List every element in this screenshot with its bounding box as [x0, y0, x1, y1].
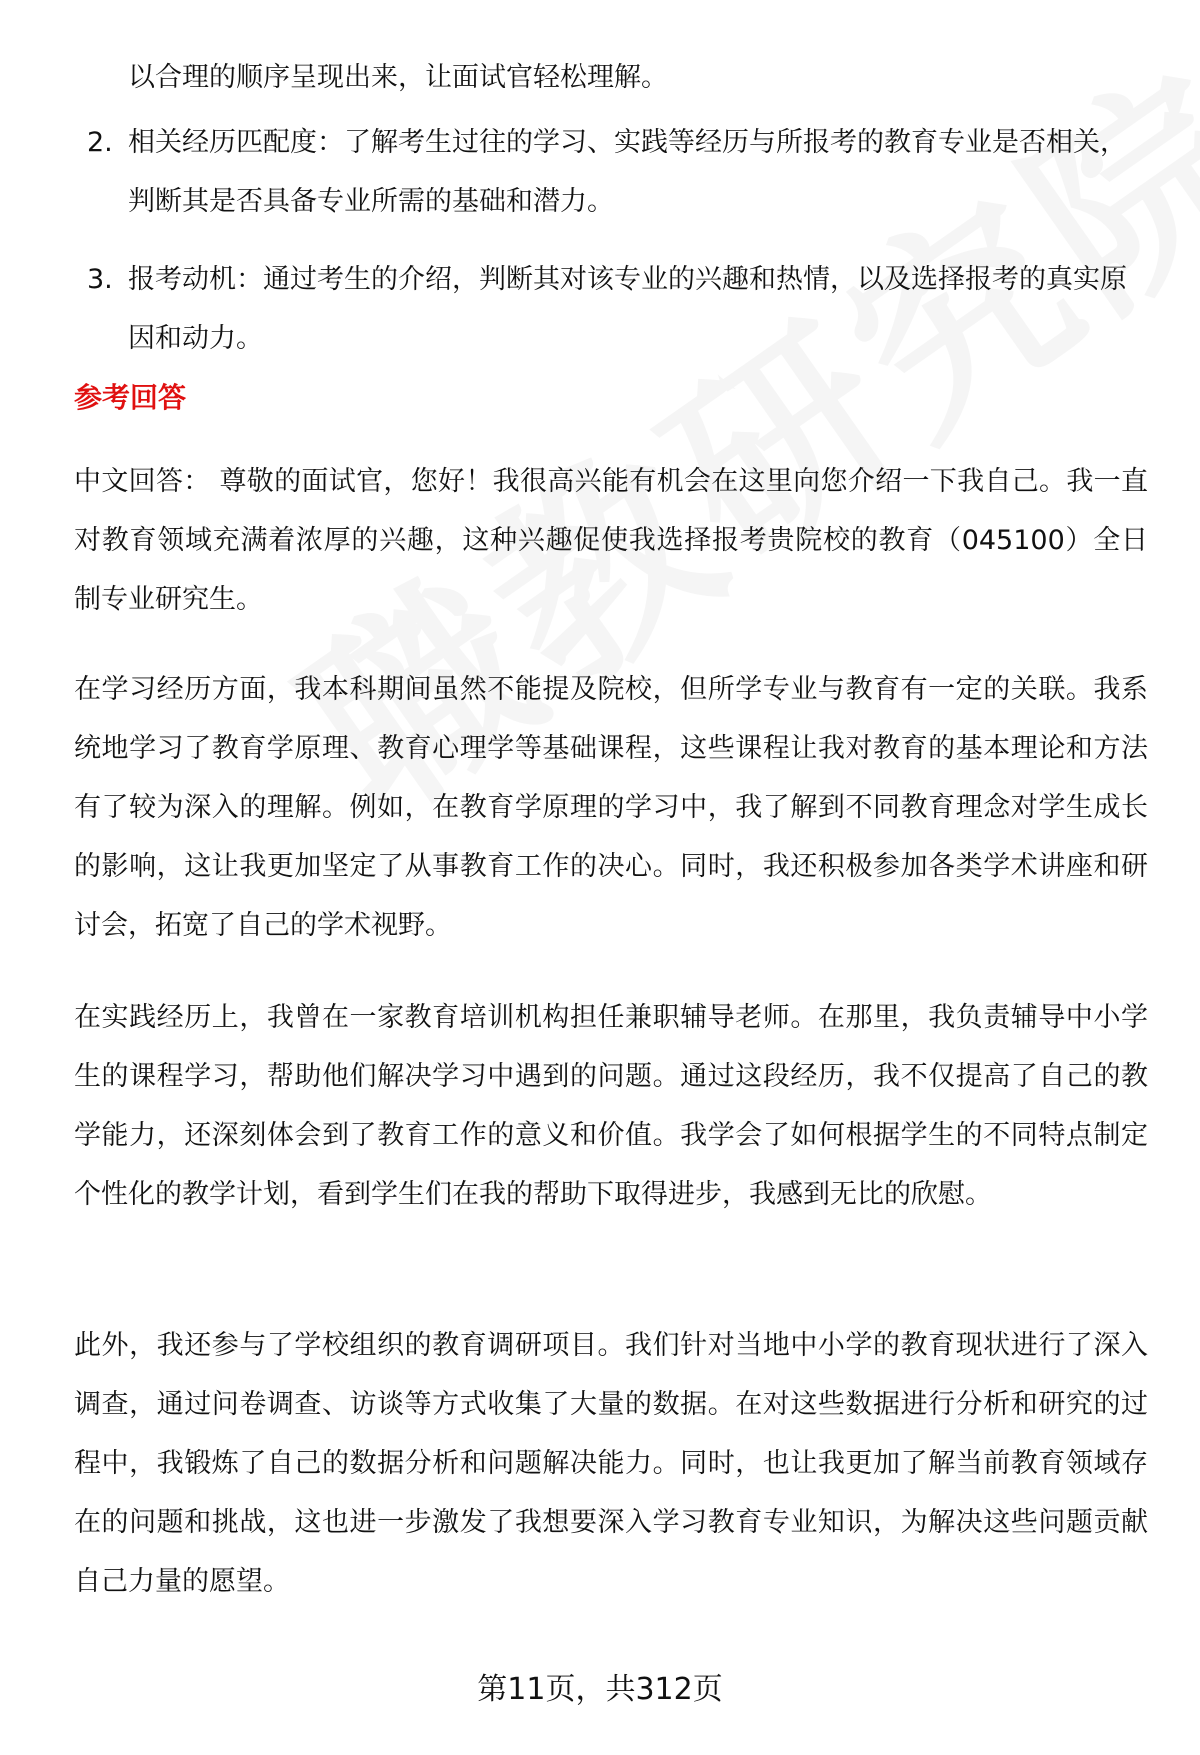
- list-item-number: 3.: [87, 264, 113, 295]
- list-item: [0, 250, 1144, 368]
- list-item-text: 报考动机：通过考生的介绍，判断其对该专业的兴趣和热情，以及选择报考的真实原因和动力。: [128, 264, 1127, 354]
- answer-paragraph-research: 此外，我还参与了学校组织的教育调研项目。我们针对当地中小学的教育现状进行了深入调查，通过问卷调查、访谈等方式收集了大量的数据。在对这些数据进行分析和研究的过程中，我锻炼了自己的数据分析和问题解决能力。同时，也让我更加了解当前教育领域存在的问题和挑战，这也进一步激发了我想要深入学习教育专业知识，为解决这些问题贡献自己力量的愿望。: [74, 1330, 1148, 1597]
- answer-paragraph-study: 在学习经历方面，我本科期间虽然不能提及院校，但所学专业与教育有一定的关联。我系统地学习了教育学原理、教育心理学等基础课程，这些课程让我对教育的基本理论和方法有了较为深入的理解。例如，在教育学原理的学习中，我了解到不同教育理念对学生成长的影响，这让我更加坚定了从事教育工作的决心。同时，我还积极参加各类学术讲座和研讨会，拓宽了自己的学术视野。: [74, 674, 1148, 941]
- list-item-number: 2.: [87, 127, 113, 158]
- criteria-list: [0, 113, 1200, 387]
- list-item: [0, 113, 1144, 231]
- answer-paragraph-practice: 在实践经历上，我曾在一家教育培训机构担任兼职辅导老师。在那里，我负责辅导中小学生的课程学习，帮助他们解决学习中遇到的问题。通过这段经历，我不仅提高了自己的教学能力，还深刻体会到了教育工作的意义和价值。我学会了如何根据学生的不同特点制定个性化的教学计划，看到学生们在我的帮助下取得进步，我感到无比的欣慰。: [74, 1002, 1148, 1210]
- continuation-line: 以合理的顺序呈现出来，让面试官轻松理解。: [128, 62, 668, 93]
- page-number-footer: 第11页，共312页: [477, 1672, 723, 1707]
- reference-answer-heading: 参考回答: [74, 381, 187, 414]
- list-item-text: 相关经历匹配度：了解考生过往的学习、实践等经历与所报考的教育专业是否相关，判断其是否具备专业所需的基础和潜力。: [128, 127, 1127, 217]
- answer-paragraph-intro: 中文回答： 尊敬的面试官，您好！我很高兴能有机会在这里向您介绍一下我自己。我一直对教育领域充满着浓厚的兴趣，这种兴趣促使我选择报考贵院校的教育（045100）全日制专业研究生。: [74, 466, 1148, 615]
